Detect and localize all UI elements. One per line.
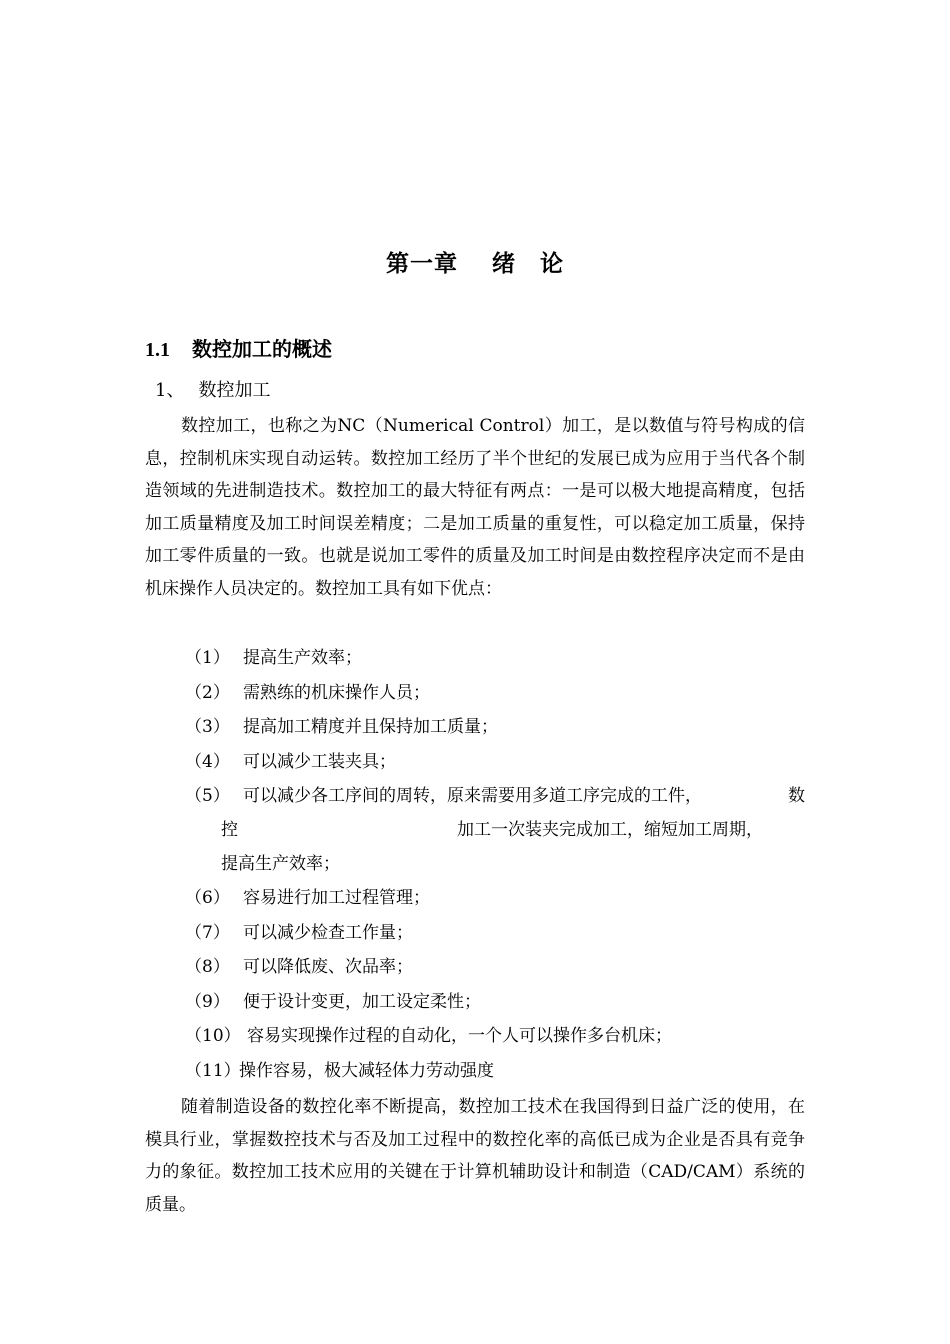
intro-paragraph: 数控加工，也称之为NC（Numerical Control）加工，是以数值与符号构成的信息，控制机床实现自动运转。数控加工经历了半个世纪的发展已成为应用于当代各个制造领域的先进制造技术。数控加工的最大特征有两点：一是可以极大地提高精度，包括加工质量精度及加工时间误差精度；二是加工质量的重复性，可以稳定加工质量，保持加工零件质量的一致。也就是说加工零件的质量及加工时间是由数控程序决定而不是由机床操作人员决定的。数控加工具有如下优点： [145, 416, 805, 599]
list-item-text: 便于设计变更，加工设定柔性； [243, 991, 481, 1012]
subsection-number: 1、 [155, 380, 185, 401]
list-item-text: 可以减少各工序间的周转，原来需要用多道工序完成的工件， [243, 786, 702, 806]
list-marker: （9） [185, 991, 230, 1012]
list-item-text: 可以减少工装夹具； [243, 751, 396, 772]
list-item [185, 1054, 805, 1089]
list-item [185, 985, 805, 1020]
list-marker: （6） [185, 888, 230, 908]
list-item-text: 容易进行加工过程管理； [243, 888, 430, 908]
list-item-text-start: 控 [221, 820, 238, 840]
subsection-heading [155, 376, 270, 402]
list-marker: （5） [185, 786, 230, 806]
list-item-text: 需熟练的机床操作人员； [243, 682, 430, 703]
list-item [185, 950, 805, 985]
section-name: 数控加工的概述 [192, 337, 332, 361]
list-item [185, 641, 805, 676]
list-item-text: 容易实现操作过程的自动化，一个人可以操作多台机床； [247, 1026, 672, 1046]
closing-paragraph: 随着制造设备的数控化率不断提高，数控加工技术在我国得到日益广泛的使用，在模具行业，掌握数控技术与否及加工过程中的数控化率的高低已成为企业是否具有竞争力的象征。数控加工技术应用的关键在于计算机辅助设计和制造（CAD/CAM）系统的质量。 [145, 1097, 805, 1215]
list-item [185, 916, 805, 951]
list-marker: （10） [185, 1026, 241, 1046]
section-heading [145, 333, 332, 362]
list-marker: （1） [185, 648, 230, 668]
list-item [185, 1019, 805, 1054]
list-item-text: 可以降低废、次品率； [243, 957, 413, 977]
list-item-text: 可以减少检查工作量； [243, 922, 413, 943]
list-item-text: 提高加工精度并且保持加工质量； [243, 717, 498, 737]
list-item-line [185, 779, 805, 813]
list-marker: （8） [185, 957, 230, 977]
list-item-line [185, 813, 805, 847]
list-item-text: 提高生产效率； [243, 648, 362, 668]
list-item-line [185, 847, 805, 881]
subsection-name: 数控加工 [198, 380, 271, 401]
list-item [185, 779, 805, 881]
list-marker: （3） [185, 717, 230, 737]
list-item-text-end: 数 [788, 786, 805, 806]
section-number: 1.1 [145, 339, 170, 361]
list-marker: （11） [185, 1060, 241, 1081]
list-item-text: 操作容易，极大减轻体力劳动强度 [239, 1060, 494, 1081]
chapter-title [0, 245, 950, 278]
list-item [185, 745, 805, 780]
list-item [185, 676, 805, 711]
list-item-text: 提高生产效率； [221, 854, 340, 874]
list-marker: （7） [185, 922, 230, 943]
list-item [185, 881, 805, 916]
chapter-name: 绪 论 [492, 251, 564, 277]
list-item [185, 710, 805, 745]
advantages-list [185, 641, 805, 1088]
list-marker: （2） [185, 682, 230, 703]
list-item-text: 加工一次装夹完成加工，缩短加工周期， [457, 820, 763, 840]
list-marker: （4） [185, 751, 230, 772]
chapter-number: 第一章 [386, 251, 458, 277]
